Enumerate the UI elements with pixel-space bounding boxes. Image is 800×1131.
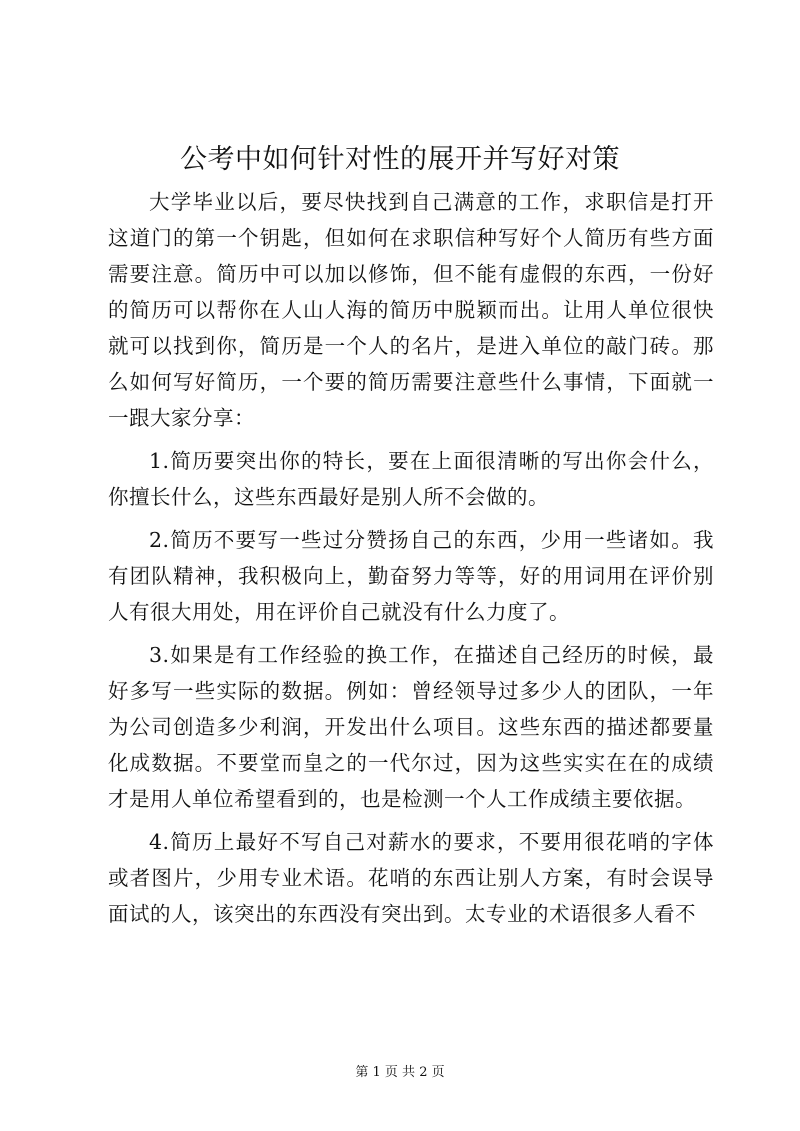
paragraph-point-4: 4.简历上最好不写自己对薪水的要求，不要用很花哨的字体或者图片，少用专业术语。花哨的东西让别人方案，有时会误导面试的人，该突出的东西没有突出到。太专业的术语很多人看不 [108, 830, 714, 926]
paragraph-point-3: 3.如果是有工作经验的换工作，在描述自己经历的时候，最好多写一些实际的数据。例如：曾经领导过多少人的团队，一年为公司创造多少利润，开发出什么项目。这些东西的描述都要量化成数据。不要堂而皇之的一代尔过，因为这些实实在在的成绩才是用人单位希望看到的，也是检测一个人工作成绩主要依据。 [108, 643, 714, 811]
paragraph-point-1: 1.简历要突出你的特长，要在上面很清晰的写出你会什么，你擅长什么，这些东西最好是别人所不会做的。 [108, 449, 714, 509]
document-title: 公考中如何针对性的展开并写好对策 [180, 144, 620, 175]
document-body [108, 184, 714, 932]
page-number-footer: 第 1 页 共 2 页 [355, 1065, 445, 1080]
paragraph-intro: 大学毕业以后，要尽快找到自己满意的工作，求职信是打开这道门的第一个钥匙，但如何在求职信种写好个人简历有些方面需要注意。简历中可以加以修饰，但不能有虚假的东西，一份好的简历可以帮你在人山人海的简历中脱颖而出。让用人单位很快就可以找到你，简历是一个人的名片，是进入单位的敲门砖。那么如何写好简历，一个要的简历需要注意些什么事情，下面就一一跟大家分享： [108, 190, 714, 430]
paragraph-point-2: 2.简历不要写一些过分赞扬自己的东西，少用一些诸如。我有团队精神，我积极向上，勤奋努力等等，好的用词用在评价别人有很大用处，用在评价自己就没有什么力度了。 [108, 528, 714, 624]
